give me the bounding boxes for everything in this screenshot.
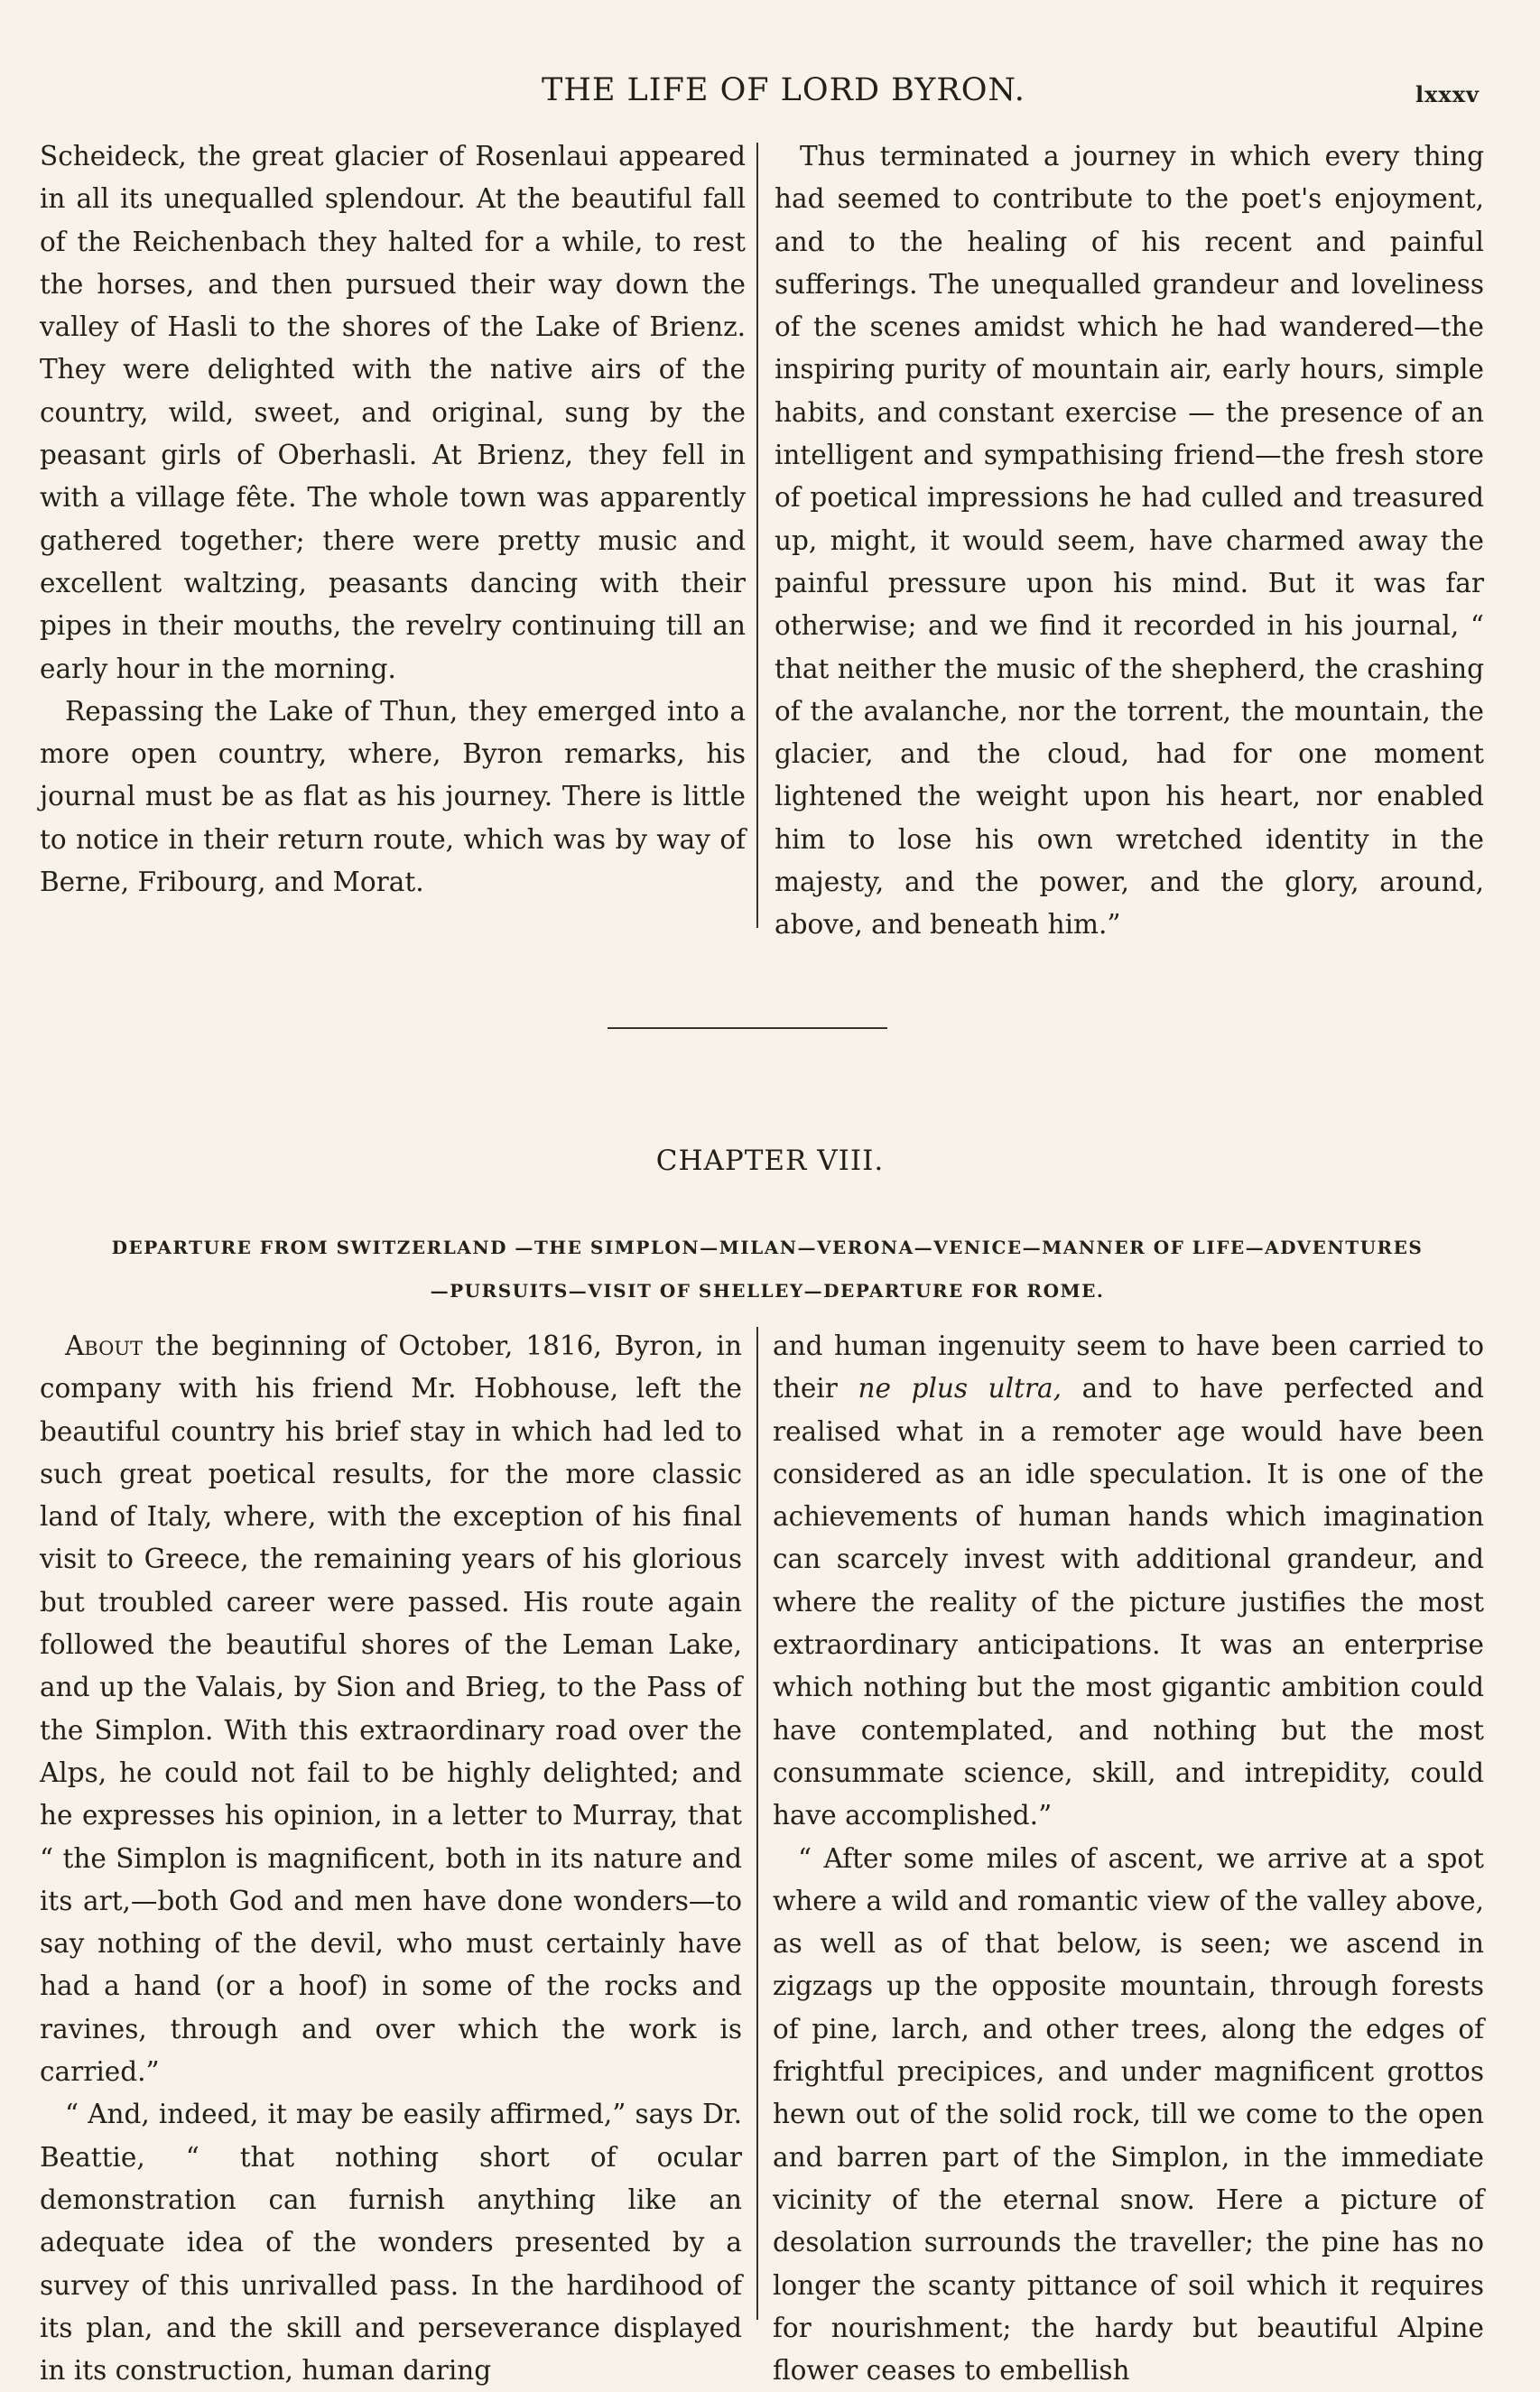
paragraph — [773, 1325, 1484, 1838]
paragraph: Repassing the Lake of Thun, they emerged into a more open country, where, Byron remarks, his journal must be as flat as his journey. There is little to notice in their return route, which was by way of Berne, Fribourg, and Morat. — [40, 695, 746, 898]
page-number: lxxxv — [1415, 81, 1480, 107]
paragraph: “ And, indeed, it may be easily affirmed,” says Dr. Beattie, “ that nothing short of ocular demonstration can furnish anything like an adequate idea of the wonders presented by a survey of this unrivalled pass. In the hardihood of its plan, and the skill and perseverance displayed in its construction, human daring — [40, 2099, 742, 2387]
opening-word: About — [65, 1330, 144, 1361]
chapter-synopsis — [36, 1226, 1498, 1312]
paragraph — [40, 1325, 742, 2093]
paragraph-text: and to have perfected and realised what in a remoter age would have been considered as an idle speculation. It is one of the achievements of human hands which imagination can scarcely invest with additional grandeur, and where the reality of the picture justifies the most extraordinary anticipations. It was an enterprise which nothing but the most gigantic ambition could have contemplated, and nothing but the most consummate science, skill, and intrepidity, could have accomplished.” — [773, 1373, 1484, 1831]
bottom-left-column — [40, 1325, 742, 2392]
column-divider — [756, 1327, 758, 2320]
paragraph: “ After some miles of ascent, we arrive at a spot where a wild and romantic view of the valley above, as well as of that below, is seen; we ascend in zigzags up the opposite mountain, through forests of pine, larch, and other trees, along the edges of frightful precipices, and under magnificent grottos hewn out of the solid rock, till we come to the open and barren part of the Simplon, in the immediate vicinity of the eternal snow. Here a picture of desolation surrounds the traveller; the pine has no longer the scanty pittance of soil which it requires for nourishment; the hardy but beautiful Alpine flower ceases to embellish — [773, 1842, 1484, 2387]
column-divider — [756, 143, 758, 928]
synopsis-line: DEPARTURE FROM SWITZERLAND —THE SIMPLON—MILAN—VERONA—VENICE—MANNER OF LIFE—ADVENTURES — [111, 1237, 1424, 1258]
paragraph-text: the beginning of October, 1816, Byron, in company with his friend Mr. Hobhouse, left the beautiful country his brief stay in which had led to such great poetical results, for the more classic land of Italy, where, with the exception of his final visit to Greece, the remaining years of his glorious but troubled career were passed. His route again followed the beautiful shores of the Leman Lake, and up the Valais, by Sion and Brieg, to the Pass of the Simplon. With this extraordinary road over the Alps, he could not fail to be highly delighted; and he expresses his opinion, in a letter to Murray, that “ the Simplon is magnificent, both in its nature and its art,—both God and men have done wonders—to say nothing of the devil, who must certainly have had a hand (or a hoof) in some of the rocks and ravines, through and over which the work is carried.” — [40, 1330, 742, 2088]
chapter-title: CHAPTER VIII. — [655, 1145, 885, 1177]
top-left-column — [40, 135, 746, 904]
paragraph: Thus terminated a journey in which every thing had seemed to contribute to the poet's enjoyment, and to the healing of his recent and painful sufferings. The unequalled grandeur and loveliness of the scenes amidst which he had wandered—the inspiring purity of mountain air, early hours, simple habits, and constant exercise — the presence of an intelligent and sympathising friend—the fresh store of poetical impressions he had culled and treasured up, might, it would seem, have charmed away the painful pressure upon his mind. But it was far otherwise; and we find it recorded in his journal, “ that neither the music of the shepherd, the crashing of the avalanche, nor the torrent, the mountain, the glacier, and the cloud, had for one moment lightened the weight upon his heart, nor enabled him to lose his own wretched identity in the majesty, and the power, and the glory, around, above, and beneath him.” — [775, 141, 1484, 941]
italic-phrase: ne plus ultra, — [858, 1373, 1062, 1405]
bottom-right-column — [773, 1325, 1484, 2392]
synopsis-line: —PURSUITS—VISIT OF SHELLEY—DEPARTURE FOR ROME. — [430, 1280, 1105, 1302]
page-header — [0, 72, 1540, 126]
section-divider — [608, 1027, 887, 1029]
paragraph: Scheideck, the great glacier of Rosenlaui appeared in all its unequalled splendour. At the beautiful fall of the Reichenbach they halted for a while, to rest the horses, and then pursued their way down the valley of Hasli to the shores of the Lake of Brienz. They were delighted with the native airs of the country, wild, sweet, and original, sung by the peasant girls of Oberhasli. At Brienz, they fell in with a village fête. The whole town was apparently gathered together; there were pretty music and excellent waltzing, peasants dancing with their pipes in their mouths, the revelry continuing till an early hour in the morning. — [40, 141, 746, 684]
top-right-column — [775, 135, 1484, 947]
paragraph-text: and human ingenuity seem to have been carried to their — [773, 1330, 1484, 1405]
running-title: THE LIFE OF LORD BYRON. — [542, 72, 1025, 108]
